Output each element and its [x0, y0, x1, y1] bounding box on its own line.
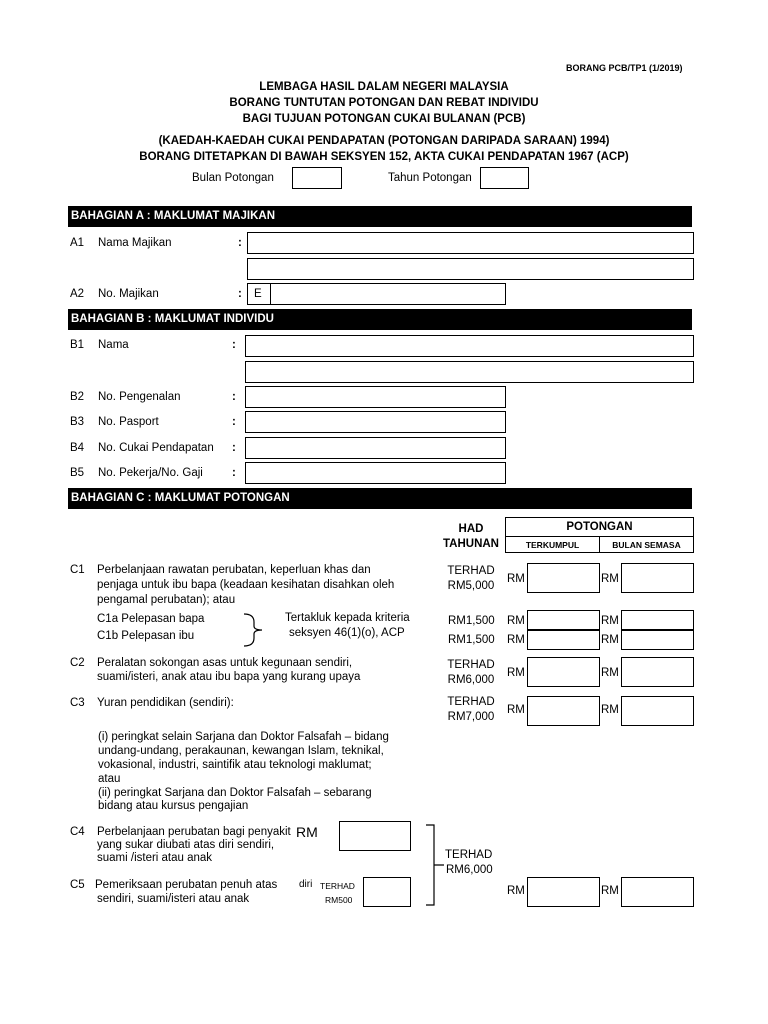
c45-limit-amount: RM6,000 — [446, 864, 493, 876]
c3-limit-amount: RM7,000 — [447, 711, 495, 723]
c45-semasa-input[interactable] — [621, 877, 694, 907]
col-tahunan: TAHUNAN — [442, 538, 499, 550]
c2-limit-terhad: TERHAD — [447, 659, 495, 671]
col-had: HAD — [458, 523, 484, 535]
c5-code: C5 — [70, 879, 85, 891]
c4-rm: RM — [296, 824, 318, 840]
c45-bracket-icon — [424, 824, 446, 906]
c3-sub-line4: atau — [98, 773, 121, 785]
c1a-semasa-input[interactable] — [621, 610, 694, 630]
c3-rm-terkumpul: RM — [507, 704, 525, 716]
c45-limit-terhad: TERHAD — [445, 849, 493, 861]
c1a-terkumpul-input[interactable] — [527, 610, 600, 630]
b4-colon: : — [232, 442, 236, 454]
tax-no-input[interactable] — [245, 437, 506, 459]
b3-code: B3 — [70, 416, 85, 428]
c3-sub-line6: bidang atau kursus pengajian — [98, 800, 249, 812]
header-act: BORANG DITETAPKAN DI BAWAH SEKSYEN 152, AKTA CUKAI PENDAPATAN 1967 (ACP) — [139, 151, 629, 163]
b2-colon: : — [232, 391, 236, 403]
header-form-title: BORANG TUNTUTAN POTONGAN DAN REBAT INDIVIDU — [229, 97, 539, 109]
passport-input[interactable] — [245, 411, 506, 433]
c1-desc-line2: penjaga untuk ibu bapa (keadaan kesihatan disahkan oleh — [97, 579, 395, 591]
c4-desc-line3: suami /isteri atau anak — [97, 852, 213, 864]
c2-rm-terkumpul: RM — [507, 667, 525, 679]
c45-rm-terkumpul: RM — [507, 885, 525, 897]
employer-name-input-1[interactable] — [247, 232, 694, 254]
c3-limit-terhad: TERHAD — [447, 696, 495, 708]
c1-rm-semasa: RM — [601, 573, 619, 585]
b5-colon: : — [232, 467, 236, 479]
col-potongan: POTONGAN — [566, 521, 633, 533]
c2-semasa-input[interactable] — [621, 657, 694, 687]
c1-terkumpul-input[interactable] — [527, 563, 600, 593]
section-b-header: BAHAGIAN B : MAKLUMAT INDIVIDU — [68, 309, 692, 330]
c45-terkumpul-input[interactable] — [527, 877, 600, 907]
c3-desc-line1: Yuran pendidikan (sendiri): — [97, 697, 234, 709]
c3-code: C3 — [70, 697, 85, 709]
c1b-rm-terkumpul: RM — [507, 634, 525, 646]
a2-label: No. Majikan — [98, 288, 159, 300]
c5-diri: diri — [299, 879, 313, 890]
c3-semasa-input[interactable] — [621, 696, 694, 726]
employer-no-input[interactable] — [270, 283, 506, 305]
c2-desc-line2: suami/isteri, anak atau ibu bapa yang kurang upaya — [97, 671, 361, 683]
c1a-rm-semasa: RM — [601, 615, 619, 627]
a2-code: A2 — [70, 288, 85, 300]
c3-terkumpul-input[interactable] — [527, 696, 600, 726]
c1-semasa-input[interactable] — [621, 563, 694, 593]
c1ab-note-line1: Tertakluk kepada kriteria — [285, 612, 410, 624]
b3-colon: : — [232, 416, 236, 428]
header-agency: LEMBAGA HASIL DALAM NEGERI MALAYSIA — [259, 81, 509, 93]
c1b-semasa-input[interactable] — [621, 630, 694, 650]
b2-code: B2 — [70, 391, 85, 403]
employee-no-input[interactable] — [245, 462, 506, 484]
c5-amount-input[interactable] — [363, 877, 411, 907]
year-input[interactable] — [480, 167, 529, 189]
c4-desc-line1: Perbelanjaan perubatan bagi penyakit — [97, 826, 291, 838]
section-a-header: BAHAGIAN A : MAKLUMAT MAJIKAN — [68, 206, 692, 227]
b5-code: B5 — [70, 467, 85, 479]
b3-label: No. Pasport — [98, 416, 159, 428]
employer-name-input-2[interactable] — [247, 258, 694, 280]
c5-desc-line1: Pemeriksaan perubatan penuh atas — [95, 879, 278, 891]
c3-sub-line5: (ii) peringkat Sarjana dan Doktor Falsafah – sebarang — [98, 787, 372, 799]
c3-sub-line1: (i) peringkat selain Sarjana dan Doktor Falsafah – bidang — [98, 731, 389, 743]
c2-desc-line1: Peralatan sokongan asas untuk kegunaan sendiri, — [97, 657, 353, 669]
col-bulan-semasa: BULAN SEMASA — [612, 540, 681, 550]
c2-terkumpul-input[interactable] — [527, 657, 600, 687]
b5-label: No. Pekerja/No. Gaji — [98, 467, 203, 479]
b1-colon: : — [232, 339, 236, 351]
c5-terhad: TERHAD — [320, 881, 355, 891]
a1-label: Nama Majikan — [98, 237, 172, 249]
c5-desc-line2: sendiri, suami/isteri atau anak — [97, 893, 250, 905]
col-terkumpul: TERKUMPUL — [525, 540, 580, 550]
c1-desc-line1: Perbelanjaan rawatan perubatan, keperluan khas dan — [97, 564, 371, 576]
c1-code: C1 — [70, 564, 85, 576]
b4-label: No. Cukai Pendapatan — [98, 442, 214, 454]
c1b-terkumpul-input[interactable] — [527, 630, 600, 650]
header-rules: (KAEDAH-KAEDAH CUKAI PENDAPATAN (POTONGAN DARIPADA SARAAN) 1994) — [158, 135, 610, 147]
b1-code: B1 — [70, 339, 85, 351]
c1a-label: C1a Pelepasan bapa — [97, 613, 205, 625]
c2-limit-amount: RM6,000 — [447, 674, 495, 686]
c1-rm-terkumpul: RM — [507, 573, 525, 585]
form-code: BORANG PCB/TP1 (1/2019) — [566, 63, 683, 73]
c3-sub-line3: vokasional, industri, saintifik atau teknologi maklumat; — [98, 759, 372, 771]
c1-desc-line3: pengamal perubatan); atau — [97, 594, 236, 606]
c1b-limit: RM1,500 — [448, 634, 495, 646]
c4-desc-line2: yang sukar diubati atas diri sendiri, — [97, 839, 275, 851]
header-purpose: BAGI TUJUAN POTONGAN CUKAI BULANAN (PCB) — [242, 113, 526, 125]
name-input-2[interactable] — [245, 361, 694, 383]
b2-label: No. Pengenalan — [98, 391, 181, 403]
a1-code: A1 — [70, 237, 85, 249]
c5-rm500: RM500 — [325, 895, 353, 905]
ic-number-input[interactable] — [245, 386, 506, 408]
c4-code: C4 — [70, 826, 85, 838]
c1a-limit: RM1,500 — [448, 615, 495, 627]
c2-code: C2 — [70, 657, 85, 669]
c1ab-note-line2: seksyen 46(1)(o), ACP — [289, 627, 405, 639]
c3-rm-semasa: RM — [601, 704, 619, 716]
month-label: Bulan Potongan — [192, 172, 274, 184]
name-input-1[interactable] — [245, 335, 694, 357]
c1-limit-terhad: TERHAD — [447, 565, 495, 577]
c2-rm-semasa: RM — [601, 667, 619, 679]
section-c-header: BAHAGIAN C : MAKLUMAT POTONGAN — [68, 488, 692, 509]
c1a-rm-terkumpul: RM — [507, 615, 525, 627]
b4-code: B4 — [70, 442, 85, 454]
c3-sub-line2: undang-undang, perakaunan, kewangan Islam, teknikal, — [98, 745, 384, 757]
c45-rm-semasa: RM — [601, 885, 619, 897]
c1b-rm-semasa: RM — [601, 634, 619, 646]
employer-no-prefix: E — [254, 288, 262, 300]
b1-label: Nama — [98, 339, 129, 351]
c1b-label: C1b Pelepasan ibu — [97, 630, 195, 642]
month-input[interactable] — [292, 167, 342, 189]
year-label: Tahun Potongan — [388, 172, 472, 184]
c4-amount-input[interactable] — [339, 821, 411, 851]
a1-colon: : — [238, 237, 242, 249]
c1ab-brace-icon — [242, 612, 264, 648]
a2-colon: : — [238, 288, 242, 300]
c1-limit-amount: RM5,000 — [447, 580, 495, 592]
